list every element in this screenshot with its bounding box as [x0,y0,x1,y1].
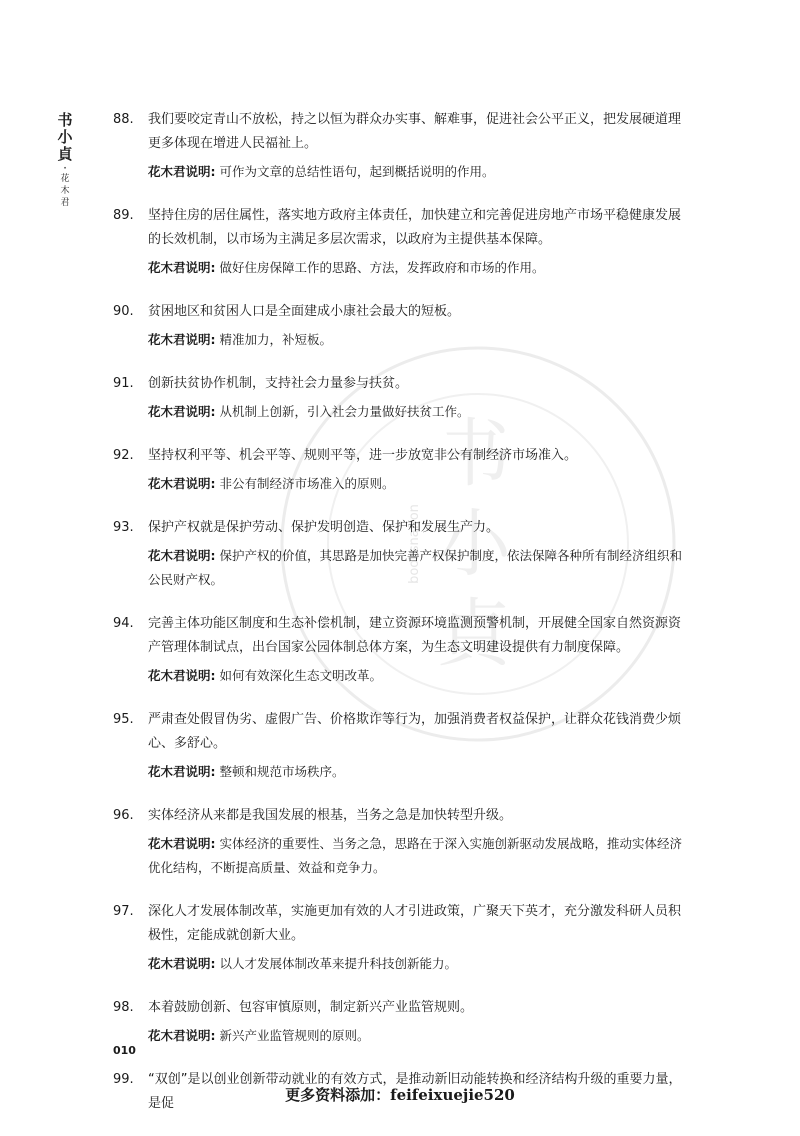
note-text: 实体经济的重要性、当务之急，思路在于深入实施创新驱动发展战略，推动实体经济优化结构，不断提高质量、效益和竞争力。 [148,836,682,875]
logo-sub-char: 君 [60,198,70,208]
logo-sub-char: 花 [60,174,70,184]
item-text: 坚持住房的居住属性，落实地方政府主体责任，加快建立和完善促进房地产市场平稳健康发展的长效机制，以市场为主满足多层次需求，以政府为主提供基本保障。 [148,208,682,247]
item-text: 保护产权就是保护劳动、保护发明创造、保护和发展生产力。 [148,520,500,535]
item-note [148,832,690,880]
note-label: 花木君说明: [148,164,216,179]
list-item [110,708,690,784]
item-number: 88. [113,112,134,127]
logo-sub-char: 木 [60,186,70,196]
item-text: 我们要咬定青山不放松，持之以恒为群众办实事、解难事，促进社会公平正义，把发展硬道理更多体现在增进人民福祉上。 [148,112,682,151]
main-content [110,108,690,1136]
note-text: 从机制上创新，引入社会力量做好扶贫工作。 [219,404,470,419]
list-item [110,300,690,352]
item-number: 91. [113,376,134,391]
item-number: 98. [113,1000,134,1015]
list-item [110,444,690,496]
item-number: 99. [113,1072,134,1087]
note-label: 花木君说明: [148,956,216,971]
note-text: 如何有效深化生态文明改革。 [219,668,382,683]
note-label: 花木君说明: [148,764,216,779]
note-label: 花木君说明: [148,404,216,419]
item-text: 实体经济从来都是我国发展的根基，当务之急是加快转型升级。 [148,808,513,823]
note-text: 精准加力，补短板。 [219,332,332,347]
note-text: 整顿和规范市场秩序。 [219,764,345,779]
logo-char: 小 [57,128,73,146]
page-number: 010 [113,1044,136,1057]
item-number: 94. [113,616,134,631]
logo-char: 貞 [57,145,73,163]
item-note [148,472,690,496]
side-logo [54,112,76,209]
item-text: 本着鼓励创新、包容审慎原则，制定新兴产业监管规则。 [148,1000,474,1015]
logo-char: 书 [57,111,73,129]
item-note [148,400,690,424]
note-text: 新兴产业监管规则的原则。 [219,1028,370,1043]
item-note [148,664,690,688]
logo-dot: · [63,161,67,175]
footer-note: 更多资料添加：feifeixuejie520 [285,1086,515,1104]
note-text: 可作为文章的总结性语句，起到概括说明的作用。 [219,164,495,179]
list-item [110,900,690,976]
note-text: 做好住房保障工作的思路、方法，发挥政府和市场的作用。 [219,260,545,275]
item-note [148,1024,690,1048]
item-note [148,256,690,280]
item-number: 97. [113,904,134,919]
item-number: 90. [113,304,134,319]
note-text: 非公有制经济市场准入的原则。 [219,476,395,491]
watermark-char: 书 [437,411,511,497]
item-note [148,952,690,976]
item-text: 严肃查处假冒伪劣、虚假广告、价格欺诈等行为，加强消费者权益保护，让群众花钱消费少烦心、多舒心。 [148,712,682,751]
item-note [148,760,690,784]
note-label: 花木君说明: [148,260,216,275]
list-item [110,612,690,688]
item-note [148,544,690,592]
list-item [110,804,690,880]
note-label: 花木君说明: [148,1028,216,1043]
item-text: 创新扶贫协作机制，支持社会力量参与扶贫。 [148,376,409,391]
item-text: 坚持权利平等、机会平等、规则平等，进一步放宽非公有制经济市场准入。 [148,448,578,463]
note-label: 花木君说明: [148,548,216,563]
item-note [148,160,690,184]
item-text: 完善主体功能区制度和生态补偿机制，建立资源环境监测预警机制，开展健全国家自然资源资产管理体制试点，出台国家公园体制总体方案，为生态文明建设提供有力制度保障。 [148,616,682,655]
item-number: 96. [113,808,134,823]
item-number: 92. [113,448,134,463]
list-item [110,108,690,184]
item-number: 93. [113,520,134,535]
list-item [110,996,690,1048]
note-text: 以人才发展体制改革来提升科技创新能力。 [219,956,457,971]
note-label: 花木君说明: [148,836,216,851]
note-label: 花木君说明: [148,476,216,491]
item-text: 深化人才发展体制改革，实施更加有效的人才引进政策，广聚天下英才，充分激发科研人员积极性，定能成就创新大业。 [148,904,682,943]
list-item [110,516,690,592]
note-text: 保护产权的价值，其思路是加快完善产权保护制度，依法保障各种所有制经济组织和公民财产权。 [148,548,682,587]
watermark-char: 小 [437,501,511,587]
item-text: 贫困地区和贫困人口是全面建成小康社会最大的短板。 [148,304,461,319]
list-item [110,372,690,424]
watermark-char: 貞 [437,591,511,677]
note-label: 花木君说明: [148,332,216,347]
item-note [148,328,690,352]
item-number: 95. [113,712,134,727]
note-label: 花木君说明: [148,668,216,683]
item-number: 89. [113,208,134,223]
list-item [110,204,690,280]
item-text: “双创”是以创业创新带动就业的有效方式，是推动新旧动能转换和经济结构升级的重要力量，是促 [148,1072,682,1111]
watermark-ring-text: booksnaffon [407,504,422,584]
